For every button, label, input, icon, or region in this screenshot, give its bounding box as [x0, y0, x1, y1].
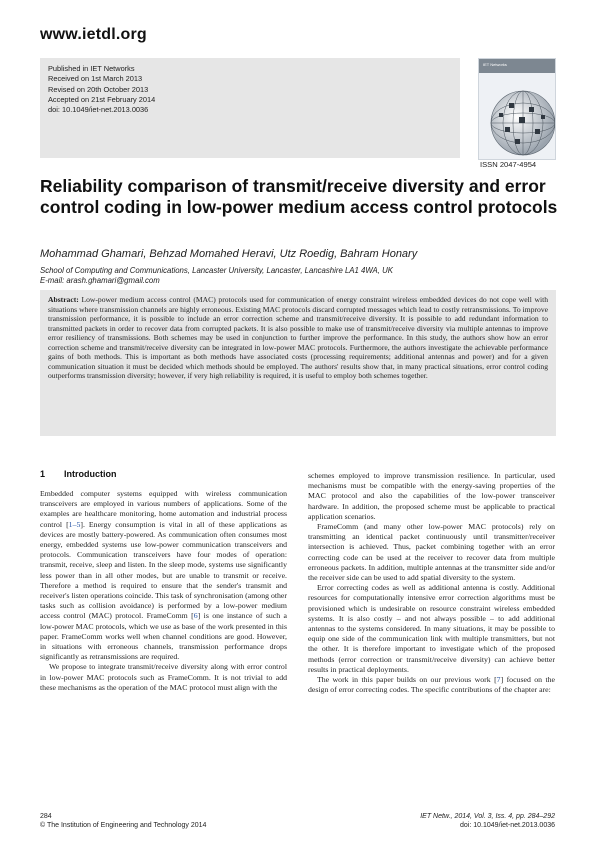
citation-link[interactable]: 6 [193, 611, 198, 621]
paragraph: We propose to integrate transmit/receive diversity along with error control in low-power MAC protocols such as FrameComm. It is not trivial to add these mechanisms as the operation of the MAC protocol must align with the [40, 662, 287, 692]
paragraph: Error correcting codes as well as additional antenna is costly. Additional resources for computationally intensive error correction algorithms must be provisioned which is undesirable on resource constraint wireless embedded systems. It is also costly – and not always possible – to add additional antennas to the systems considered. In many situations, it may be possible to equip one side of the communication link with multiple transmitters, but not the other. It is therefore important to investigate which of the proposed methods (error correction or transmit/receive diversity) can achieve better results in practical deployments. [308, 583, 555, 674]
paper-title: Reliability comparison of transmit/receive diversity and error control coding in low-power medium access control protocols [40, 176, 558, 217]
text-run: ]. Energy consumption is vital in all of these applications as devices are mostly battery-powered. As communication often consumes most energy, embedded systems use low-power communication transceivers and protocols. Communication transceivers have four modes of operation: transmit, receive, sleep and listen. In the sleep mode, systems use significantly less power than in all other modes, but are unable to transmit or receive. Therefore a method is required to ensure that the sender's transmit and receiver's listen operations coincide. This task of synchronisation (among other tasks such as collision avoidance) is performed by a low-power medium access control (MAC) protocol. FrameComm [ [40, 519, 287, 621]
authors: Mohammad Ghamari, Behzad Momahed Heravi, Utz Roedig, Bahram Honary [40, 248, 418, 260]
journal-citation: IET Netw., 2014, Vol. 3, Iss. 4, pp. 284–292 [420, 813, 555, 820]
abstract-label: Abstract: [48, 295, 79, 304]
publication-info [48, 64, 155, 115]
abstract-text: Low-power medium access control (MAC) protocols used for communication of energy constraint wireless embedded devices do not cope well with situations where transmission channels are highly erroneous. Existing MAC protocols discard corrupted messages which lead to costly retransmissions. To improve transmission performance, it is possible to include an error correction scheme and transmit/receive diversity. It is possible to add redundant information to transmitted packets in order to recover data from corrupted packets. It is also possible to make use of transmit/receive diversity via multiple antennas to improve error resiliency of transmissions. Both schemes may be used in conjunction to further improve the performance. In this study, the authors show how an error correction scheme and transmit/receive diversity can be integrated in low-power MAC protocols. Furthermore, the authors investigate the achievable performance gains of both methods. This is important as both methods have associated costs (processing requirements; additional antennas and power) and for a given communication situation it must be decided which methods should be employed. The authors' results show that, in many practical situations, error control coding outperforms transmission diversity; however, if very high reliability is required, it is useful to employ both schemes together. [48, 295, 549, 380]
page-number: 284 [40, 813, 52, 820]
published-in: Published in IET Networks [48, 64, 135, 73]
email[interactable]: E-mail: arash.ghamari@gmail.com [40, 276, 160, 285]
issn: ISSN 2047-4954 [480, 160, 537, 169]
paragraph: FrameComm (and many other low-power MAC protocols) rely on transmitting an identical packet continuously until transmitter/receiver intersection is achieved. Thus, packet combining together with an error correcting code can be used at the receiver to recover data from multiple erroneous packets. In addition, multiple antennas at the transmitter side and/or the receiver side can be used to add spatial diversity to the system. [308, 522, 555, 583]
doi: doi: 10.1049/iet-net.2013.0036 [48, 105, 149, 115]
journal-cover-image [478, 58, 556, 160]
column-left [40, 489, 287, 693]
paragraph [40, 489, 287, 662]
globe-icon [479, 73, 555, 159]
text-run: Embedded computer systems equipped with wireless communication transceivers are employed in various numbers of applications. Some of the examples are healthcare monitoring, home automation and industrial process control [ [40, 489, 287, 529]
affiliation: School of Computing and Communications, Lancaster University, Lancaster, Lancashire LA1 4WA, UK [40, 266, 393, 275]
footer-right [420, 812, 555, 830]
section-heading [40, 469, 117, 479]
copyright: © The Institution of Engineering and Technology 2014 [40, 822, 207, 829]
site-url[interactable]: www.ietdl.org [40, 26, 147, 43]
paragraph [308, 675, 555, 695]
text-run: ] focused on the design of error correcting codes. The specific contributions of the chapter are: [308, 675, 555, 695]
citation-link[interactable]: 1–5 [68, 519, 81, 529]
section-number: 1 [40, 469, 46, 479]
abstract [48, 295, 548, 381]
accepted-date: Accepted on 21st February 2014 [48, 94, 156, 104]
text-run: ] is one instance of such a low-power MAC protocols, which we use as base of the work presented in this paper. FrameComm works well when channel conditions are good. However, in situations with erroneous channels, transmission performance drops significantly as retransmissions are required. [40, 611, 288, 662]
citation-link[interactable]: 7 [496, 675, 501, 685]
footer-doi: doi: 10.1049/iet-net.2013.0036 [460, 822, 555, 829]
affiliation-block [40, 266, 393, 286]
paragraph: schemes employed to improve transmission resilience. In particular, used mechanisms must be compatible with the energy-saving properties of the MAC protocol and also the capabilities of the low-power transceiver hardware. In addition, the proposed scheme must be applicable to practical application scenarios. [308, 471, 555, 521]
footer-left [40, 812, 206, 830]
text-run: The work in this paper builds on our previous work [ [317, 675, 497, 685]
cover-label: IET Networks [483, 62, 507, 67]
abstract-box [40, 290, 556, 436]
revised-date: Revised on 20th October 2013 [48, 84, 149, 94]
section-title: Introduction [64, 469, 117, 479]
received-date: Received on 1st March 2013 [48, 74, 143, 84]
column-right [308, 471, 555, 695]
